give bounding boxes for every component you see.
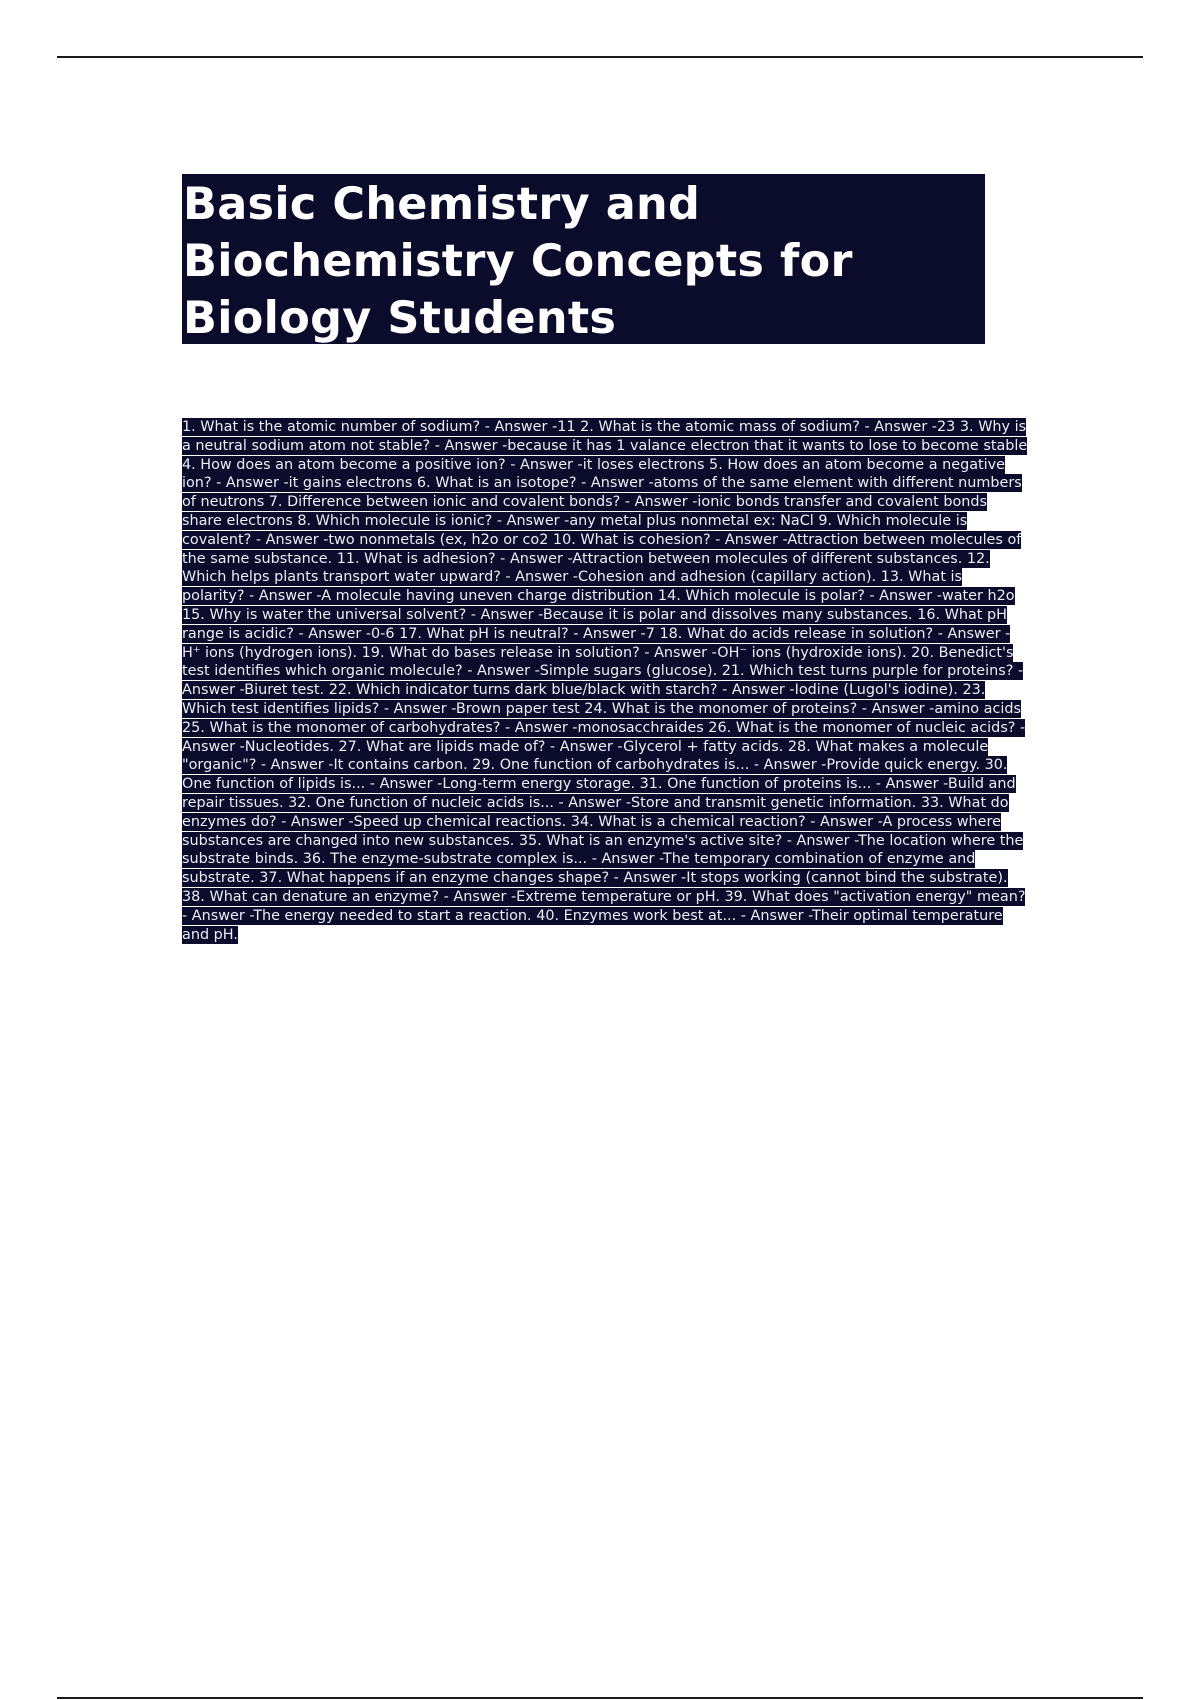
document-body-text: 1. What is the atomic number of sodium? - Answer -11 2. What is the atomic mass of sodium? - Answer -23 3. Why is a neutral sodium atom not stable? - Answer -because it has 1 valance electron that it wants to lose to become stable 4. How does an atom become a positive ion? - Answer -it loses electrons 5. How does an atom become a negative ion? - Answer -it gains electrons 6. What is an isotope? - Answer -atoms of the same element with different numbers of neutrons 7. Difference between ionic and covalent bonds? - Answer -ionic bonds transfer and covalent bonds share electrons 8. Which molecule is ionic? - Answer -any metal plus nonmetal ex: NaCl 9. Which molecule is covalent? - Answer -two nonmetals (ex, h2o or co2 10. What is cohesion? - Answer -Attraction between molecules of the same substance. 11. What is adhesion? - Answer -Attraction between molecules of different substances. 12. Which helps plants transport water upward? - Answer -Cohesion and adhesion (capillary action). 13. What is polarity? - Answer -A molecule having uneven charge distribution 14. Which molecule is polar? - Answer -water h2o 15. Why is water the universal solvent? - Answer -Because it is polar and dissolves many substances. 16. What pH range is acidic? - Answer -0-6 17. What pH is neutral? - Answer -7 18. What do acids release in solution? - Answer -H⁺ ions (hydrogen ions). 19. What do bases release in solution? - Answer -OH⁻ ions (hydroxide ions). 20. Benedict's test identifies which organic molecule? - Answer -Simple sugars (glucose). 21. Which test turns purple for proteins? - Answer -Biuret test. 22. Which indicator turns dark blue/black with starch? - Answer -Iodine (Lugol's iodine). 23. Which test identifies lipids? - Answer -Brown paper test 24. What is the monomer of proteins? - Answer -amino acids 25. What is the monomer of carbohydrates? - Answer -monosacchraides 26. What is the monomer of nucleic acids? - Answer -Nucleotides. 27. What are lipids made of? - Answer -Glycerol + fatty acids. 28. What makes a molecule "organic"? - Answer -It contains carbon. 29. One function of carbohydrates is... - Answer -Provide quick energy. 30. One function of lipids is... - Answer -Long-term energy storage. 31. One function of proteins is... - Answer -Build and repair tissues. 32. One function of nucleic acids is... - Answer -Store and transmit genetic information. 33. What do enzymes do? - Answer -Speed up chemical reactions. 34. What is a chemical reaction? - Answer -A process where substances are changed into new substances. 35. What is an enzyme's active site? - Answer -The location where the substrate binds. 36. The enzyme-substrate complex is... - Answer -The temporary combination of enzyme and substrate. 37. What happens if an enzyme changes shape? - Answer -It stops working (cannot bind the substrate). 38. What can denature an enzyme? - Answer -Extreme temperature or pH. 39. What does "activation energy" mean? - Answer -The energy needed to start a reaction. 40. Enzymes work best at... - Answer -Their optimal temperature and pH. <box>182 419 1028 943</box>
header-rule <box>57 56 1143 58</box>
title-highlight-block <box>182 174 985 344</box>
document-title: Basic Chemistry and Biochemistry Concepts for Biology Students <box>183 179 853 344</box>
document-body <box>182 418 1028 944</box>
footer-rule <box>57 1697 1143 1699</box>
